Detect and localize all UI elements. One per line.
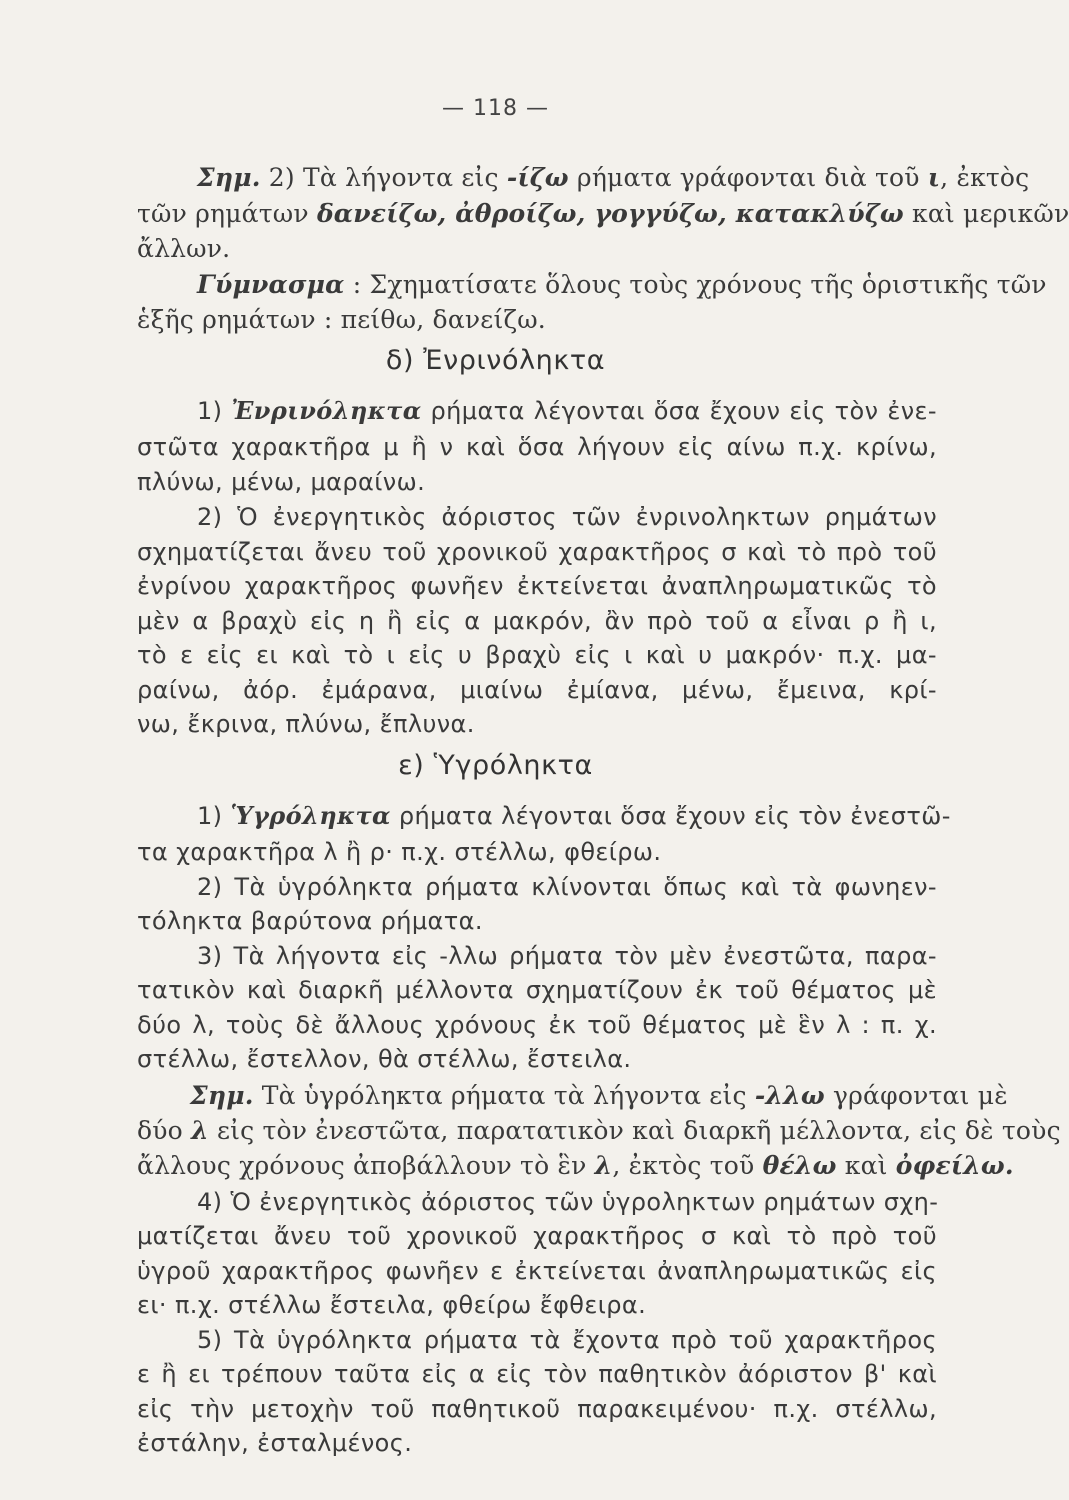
section-e-p5-line-1: 5) Τὰ ὑγρόληκτα ρήματα τὰ ἔχοντα πρὸ τοῦ χαρακτῆρος <box>197 1326 937 1354</box>
term-enrinolekta: Ἐνρινόληκτα <box>231 396 422 425</box>
section-d-p2-line-3: ἐνρίνου χαρακτῆρος φωνῆεν ἐκτείνεται ἀναπληρωματικῶς τὸ <box>137 572 937 600</box>
note-label: Σημ. <box>190 1081 254 1110</box>
term-ygrolekta: Ὑγρόληκτα <box>230 801 391 830</box>
section-e-p4-line-2: ματίζεται ἄνευ τοῦ χρονικοῦ χαρακτῆρος σ καὶ τὸ πρὸ τοῦ <box>137 1222 937 1250</box>
page-number: — 118 — <box>442 96 549 121</box>
section-e-heading: ε) Ὑγρόληκτα <box>398 750 593 781</box>
section-e-p3-line-2: τατικὸν καὶ διαρκῆ μέλλοντα σχηματίζουν ἐκ τοῦ θέματος μὲ <box>137 976 937 1004</box>
section-e-p3-line-4: στέλλω, ἔστελλον, θὰ στέλλω, ἔστειλα. <box>137 1045 632 1073</box>
section-d-p1-line-2: στῶτα χαρακτῆρα μ ἢ ν καὶ ὅσα λήγουν εἰς αίνω π.χ. κρίνω, <box>137 433 937 461</box>
section-e-p4-line-3: ὑγροῦ χαρακτῆρος φωνῆεν ε ἐκτείνεται ἀναπληρωματικῶς εἰς <box>137 1257 937 1285</box>
section-e-p1-line-2: τα χαρακτῆρα λ ἢ ρ· π.χ. στέλλω, φθείρω. <box>137 838 662 866</box>
section-e-p3-line-1: 3) Τὰ λήγοντα εἰς -λλω ρήματα τὸν μὲν ἐνεστῶτα, παρα- <box>197 942 937 970</box>
section-e-p5-line-4: ἐστάλην, ἐσταλμένος. <box>137 1429 413 1457</box>
exercise-line-1: Γύμνασμα : Σχηματίσατε ὅλους τοὺς χρόνους τῆς ὁριστικῆς τῶν <box>197 270 1047 299</box>
section-d-p1-line-1: 1) Ἐνρινόληκτα ρήματα λέγονται ὅσα ἔχουν εἰς τὸν ἐνε- <box>197 396 937 425</box>
section-e-note-line-1: Σημ. Τὰ ὑγρόληκτα ρήματα τὰ λήγοντα εἰς -λλω γράφονται μὲ <box>190 1081 1008 1110</box>
note1-line-1: Σημ. 2) Τὰ λήγοντα εἰς -ίζω ρήματα γράφονται διὰ τοῦ ι, ἐκτὸς <box>197 163 1030 192</box>
section-d-p2-line-7: νω, ἔκρινα, πλύνω, ἔπλυνα. <box>137 710 475 738</box>
section-d-p1-line-3: πλύνω, μένω, μαραίνω. <box>137 468 426 496</box>
section-e-p3-line-3: δύο λ, τοὺς δὲ ἄλλους χρόνους ἐκ τοῦ θέματος μὲ ἓν λ : π. χ. <box>137 1011 937 1039</box>
section-d-p2-line-6: ραίνω, ἀόρ. ἐμάρανα, μιαίνω ἐμίανα, μένω, ἔμεινα, κρί- <box>137 676 937 704</box>
section-e-p5-line-2: ε ἢ ει τρέπουν ταῦτα εἰς α εἰς τὸν παθητικὸν ἀόριστον β' καὶ <box>137 1360 937 1388</box>
note1-line-2: τῶν ρημάτων δανείζω, ἀθροίζω, γογγύζω, κατακλύζω καὶ μερικῶν <box>137 199 1069 228</box>
section-e-p1-line-1: 1) Ὑγρόληκτα ρήματα λέγονται ὅσα ἔχουν εἰς τὸν ἐνεστῶ- <box>197 801 951 830</box>
section-e-p2-line-2: τόληκτα βαρύτονα ρήματα. <box>137 907 483 935</box>
note-label: Σημ. <box>197 163 261 192</box>
section-e-p2-line-1: 2) Τὰ ὑγρόληκτα ρήματα κλίνονται ὅπως καὶ τὰ φωνηεν- <box>197 873 937 901</box>
section-e-p4-line-4: ει· π.χ. στέλλω ἔστειλα, φθείρω ἔφθειρα. <box>137 1291 647 1319</box>
exercise-line-2: ἑξῆς ρημάτων : πείθω, δανείζω. <box>137 305 546 334</box>
note1-line-3: ἄλλων. <box>137 234 231 263</box>
section-d-heading: δ) Ἐνρινόληκτα <box>385 345 606 376</box>
section-d-p2-line-5: τὸ ε εἰς ει καὶ τὸ ι εἰς υ βραχὺ εἰς ι καὶ υ μακρόν· π.χ. μα- <box>137 641 937 669</box>
section-e-note-line-2: δύο λ εἰς τὸν ἐνεστῶτα, παρατατικὸν καὶ διαρκῆ μέλλοντα, εἰς δὲ τοὺς <box>137 1116 1061 1145</box>
section-e-note-line-3: ἄλλους χρόνους ἀποβάλλουν τὸ ἓν λ, ἐκτὸς τοῦ θέλω καὶ ὀφείλω. <box>137 1151 1014 1180</box>
section-e-p5-line-3: εἰς τὴν μετοχὴν τοῦ παθητικοῦ παρακειμένου· π.χ. στέλλω, <box>137 1395 937 1423</box>
exercise-label: Γύμνασμα <box>197 270 345 299</box>
section-d-p2-line-2: σχηματίζεται ἄνευ τοῦ χρονικοῦ χαρακτῆρος σ καὶ τὸ πρὸ τοῦ <box>137 538 937 566</box>
section-d-p2-line-1: 2) Ὁ ἐνεργητικὸς ἀόριστος τῶν ἐνρινοληκτων ρημάτων <box>197 503 937 531</box>
section-d-p2-line-4: μὲν α βραχὺ εἰς η ἢ εἰς α μακρόν, ἂν πρὸ τοῦ α εἶναι ρ ἢ ι, <box>137 607 937 635</box>
section-e-p4-line-1: 4) Ὁ ἐνεργητικὸς ἀόριστος τῶν ὑγροληκτων ρημάτων σχη- <box>197 1188 939 1216</box>
